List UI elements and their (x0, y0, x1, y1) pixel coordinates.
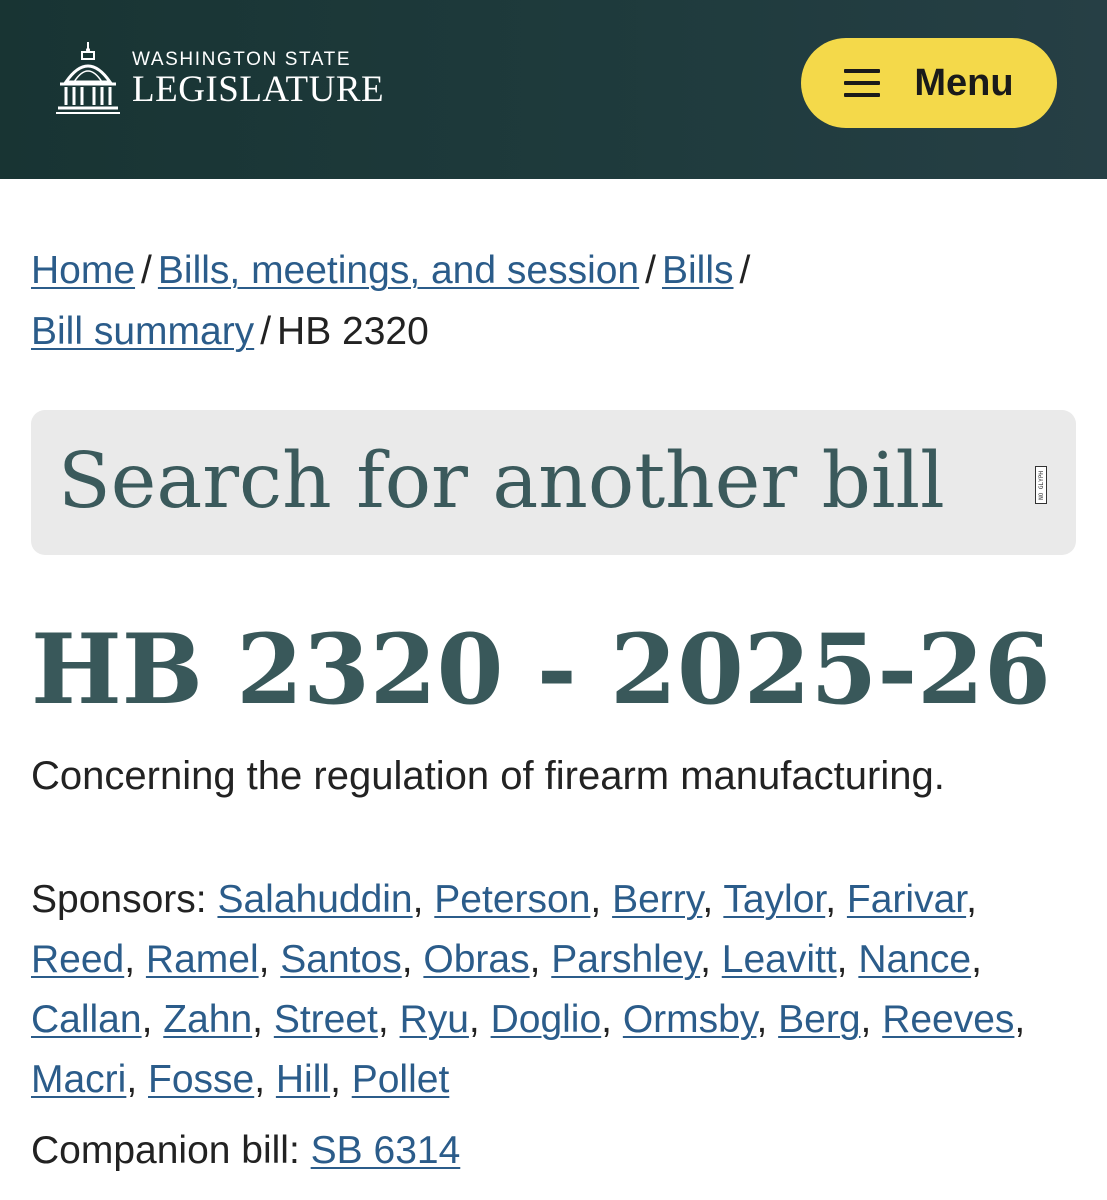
sponsor-link[interactable]: Berry (612, 878, 703, 921)
menu-label: Menu (914, 61, 1014, 104)
sponsor-link[interactable]: Peterson (434, 878, 591, 921)
sponsor-link[interactable]: Taylor (723, 878, 826, 921)
breadcrumb-separator: / (260, 310, 272, 353)
search-icon[interactable] (1035, 466, 1047, 504)
breadcrumb-bills-meetings-link[interactable]: Bills, meetings, and session (157, 249, 640, 292)
sponsor-link[interactable]: Fosse (148, 1058, 255, 1101)
breadcrumb-separator: / (141, 249, 152, 292)
sponsor-link[interactable]: Berg (778, 998, 861, 1041)
logo-text (132, 47, 384, 109)
search-placeholder: Search for another bill (58, 437, 945, 526)
breadcrumb-current: HB 2320 (277, 310, 429, 353)
page-title: HB 2320 - 2025-26 (31, 613, 1051, 726)
companion-bill (31, 1123, 460, 1179)
sponsor-links: Salahuddin, Peterson, Berry, Taylor, Farivar, Reed, Ramel, Santos, Obras, Parshley, Leavitt, Nance, Callan, Zahn, Street, Ryu, Doglio, Ormsby, Berg, Reeves, Macri, Fosse, Hill, Pollet (31, 878, 1026, 1101)
companion-bill-link[interactable]: SB 6314 (310, 1129, 461, 1172)
sponsor-link[interactable]: Reed (31, 938, 125, 981)
sponsor-link[interactable]: Callan (31, 998, 142, 1041)
capitol-dome-icon (54, 40, 122, 116)
sponsor-link[interactable]: Salahuddin (217, 878, 413, 921)
menu-button[interactable] (801, 38, 1057, 128)
sponsor-link[interactable]: Farivar (846, 878, 967, 921)
site-header (0, 0, 1107, 179)
sponsor-link[interactable]: Obras (423, 938, 530, 981)
breadcrumb-bills-link[interactable]: Bills (661, 249, 734, 292)
sponsor-link[interactable]: Pollet (351, 1058, 450, 1101)
breadcrumb-home-link[interactable]: Home (31, 249, 136, 292)
sponsor-link[interactable]: Ryu (399, 998, 469, 1041)
breadcrumb-bill-summary-link[interactable]: Bill summary (31, 310, 255, 353)
breadcrumb-separator: / (739, 249, 751, 292)
sponsor-link[interactable]: Ormsby (622, 998, 757, 1041)
bill-description: Concerning the regulation of firearm manufacturing. (31, 754, 945, 798)
search-input[interactable] (31, 410, 1076, 555)
sponsor-link[interactable]: Santos (280, 938, 402, 981)
breadcrumb-separator: / (645, 249, 656, 292)
hamburger-icon (844, 68, 880, 98)
sponsor-link[interactable]: Zahn (163, 998, 253, 1041)
sponsor-link[interactable]: Macri (31, 1058, 127, 1101)
sponsors-label: Sponsors: (31, 878, 207, 921)
sponsor-link[interactable]: Doglio (490, 998, 602, 1041)
sponsor-link[interactable]: Hill (275, 1058, 331, 1101)
sponsor-link[interactable]: Parshley (551, 938, 701, 981)
logo-top-text: WASHINGTON STATE (132, 49, 352, 70)
sponsor-link[interactable]: Ramel (145, 938, 259, 981)
sponsor-link[interactable]: Leavitt (721, 938, 837, 981)
missing-glyph-text: NO GLYPH (1037, 470, 1045, 500)
legislature-logo[interactable] (54, 40, 384, 116)
sponsor-link[interactable]: Reeves (882, 998, 1015, 1041)
sponsors-list (31, 870, 1091, 1110)
sponsor-link[interactable]: Street (273, 998, 378, 1041)
logo-bottom-text: LEGISLATURE (132, 69, 385, 110)
companion-label: Companion bill: (31, 1129, 300, 1172)
sponsor-link[interactable]: Nance (858, 938, 972, 981)
breadcrumb (31, 240, 1081, 362)
